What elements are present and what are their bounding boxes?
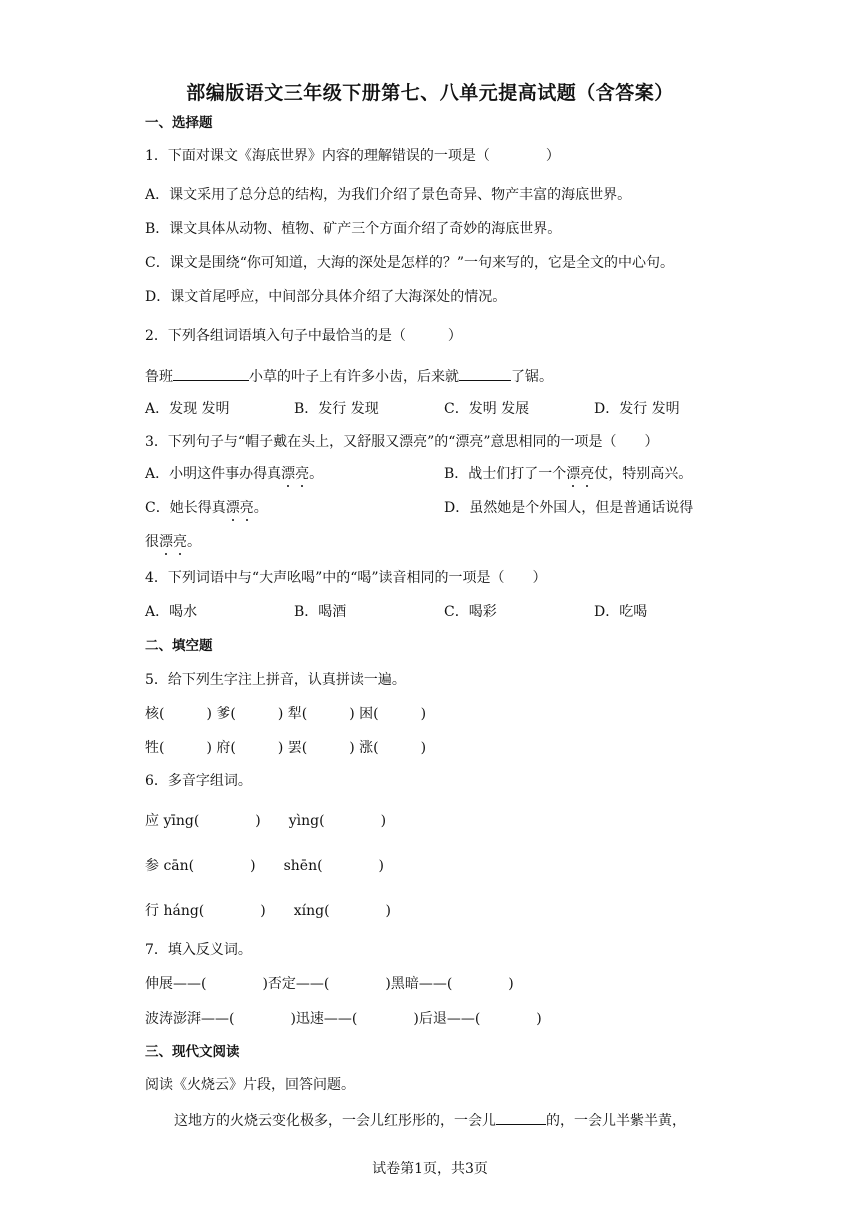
option-text: B．战士们打了一个 <box>444 466 567 482</box>
question-2-option-c: C．发明 发展 <box>444 401 530 417</box>
question-6-row-2: 参 cān( ) shēn( ) <box>145 858 385 874</box>
page-footer: 试卷第1页，共3页 <box>372 1161 488 1177</box>
reading-intro: 阅读《火烧云》片段，回答问题。 <box>145 1077 355 1093</box>
option-text: 。 <box>253 500 268 516</box>
sentence-part: 了锯。 <box>511 369 553 385</box>
question-4-stem: 4．下列词语中与“大声吆喝”中的“喝”读音相同的一项是（ ） <box>145 570 547 586</box>
question-5-stem: 5．给下列生字注上拼音，认真拼读一遍。 <box>145 672 406 688</box>
option-text: 。 <box>309 466 324 482</box>
question-3-option-d: D．虽然她是个外国人，但是普通话说得 <box>444 500 694 516</box>
reading-passage <box>174 1110 686 1130</box>
passage-text: 的，一会儿半紫半黄， <box>546 1113 686 1129</box>
question-1-option-a: A．课文采用了总分总的结构，为我们介绍了景色奇异、物产丰富的海底世界。 <box>145 187 632 203</box>
question-1-stem: 1．下面对课文《海底世界》内容的理解错误的一项是（ ） <box>145 148 560 164</box>
question-7-row-1: 伸展——( )否定——( )黑暗——( ) <box>145 976 514 992</box>
emphasis-char: 漂 <box>281 466 296 482</box>
question-3-option-b <box>444 465 692 483</box>
question-6-row-3: 行 háng( ) xíng( ) <box>145 903 391 919</box>
option-text: C．她长得真 <box>145 500 226 516</box>
answer-blank[interactable] <box>459 366 511 381</box>
emphasis-char: 漂 <box>566 466 581 482</box>
question-3-option-c <box>145 499 268 517</box>
answer-blank[interactable] <box>496 1110 546 1125</box>
question-5-row-2: 牲( ) 府( ) 罢( ) 涨( ) <box>145 740 427 756</box>
section-heading-choice: 一、选择题 <box>145 115 213 131</box>
sentence-part: 鲁班 <box>145 369 173 385</box>
section-heading-fill: 二、填空题 <box>145 638 213 654</box>
question-5-row-1: 核( ) 爹( ) 犁( ) 困( ) <box>145 706 427 722</box>
emphasis-char: 漂 <box>159 534 173 550</box>
question-2-option-d: D．发行 发明 <box>594 401 680 417</box>
option-text: A．小明这件事办得真 <box>145 466 282 482</box>
question-1-option-d: D．课文首尾呼应，中间部分具体介绍了大海深处的情况。 <box>145 289 507 305</box>
question-4-option-a: A．喝水 <box>145 604 198 620</box>
option-text: 很 <box>145 534 159 550</box>
question-7-row-2: 波涛澎湃——( )迅速——( )后退——( ) <box>145 1011 542 1027</box>
question-4-option-b: B．喝酒 <box>294 604 347 620</box>
question-4-option-c: C．喝彩 <box>444 604 497 620</box>
emphasis-char: 漂 <box>225 500 240 516</box>
question-3-option-d-continued <box>145 533 201 551</box>
passage-text: 这地方的火烧云变化极多，一会儿红彤彤的，一会儿 <box>174 1113 496 1129</box>
question-3-stem: 3．下列句子与“帽子戴在头上，又舒服又漂亮”的“漂亮”意思相同的一项是（ ） <box>145 434 659 450</box>
question-7-stem: 7．填入反义词。 <box>145 942 252 958</box>
question-1-option-c: C．课文是围绕“你可知道，大海的深处是怎样的？”一句来写的，它是全文的中心句。 <box>145 255 675 271</box>
option-text: 仗，特别高兴。 <box>594 466 693 482</box>
emphasis-char: 亮 <box>239 500 254 516</box>
emphasis-char: 亮 <box>580 466 595 482</box>
sentence-part: 小草的叶子上有许多小齿，后来就 <box>249 369 459 385</box>
option-text: 。 <box>187 534 201 550</box>
question-1-option-b: B．课文具体从动物、植物、矿产三个方面介绍了奇妙的海底世界。 <box>145 221 562 237</box>
question-2-option-b: B．发行 发现 <box>294 401 379 417</box>
page-title: 部编版语文三年级下册第七、八单元提高试题（含答案） <box>186 82 674 104</box>
question-3-option-a <box>145 465 323 483</box>
question-2-option-a: A．发现 发明 <box>145 401 230 417</box>
emphasis-char: 亮 <box>173 534 187 550</box>
question-2-stem: 2．下列各组词语填入句子中最恰当的是（ ） <box>145 328 462 344</box>
section-heading-reading: 三、现代文阅读 <box>145 1044 240 1060</box>
question-2-sentence <box>145 366 553 386</box>
question-6-stem: 6．多音字组词。 <box>145 773 252 789</box>
question-6-row-1: 应 yīng( ) yìng( ) <box>145 813 387 829</box>
emphasis-char: 亮 <box>295 466 310 482</box>
question-4-option-d: D．吃喝 <box>594 604 648 620</box>
answer-blank[interactable] <box>173 366 249 381</box>
